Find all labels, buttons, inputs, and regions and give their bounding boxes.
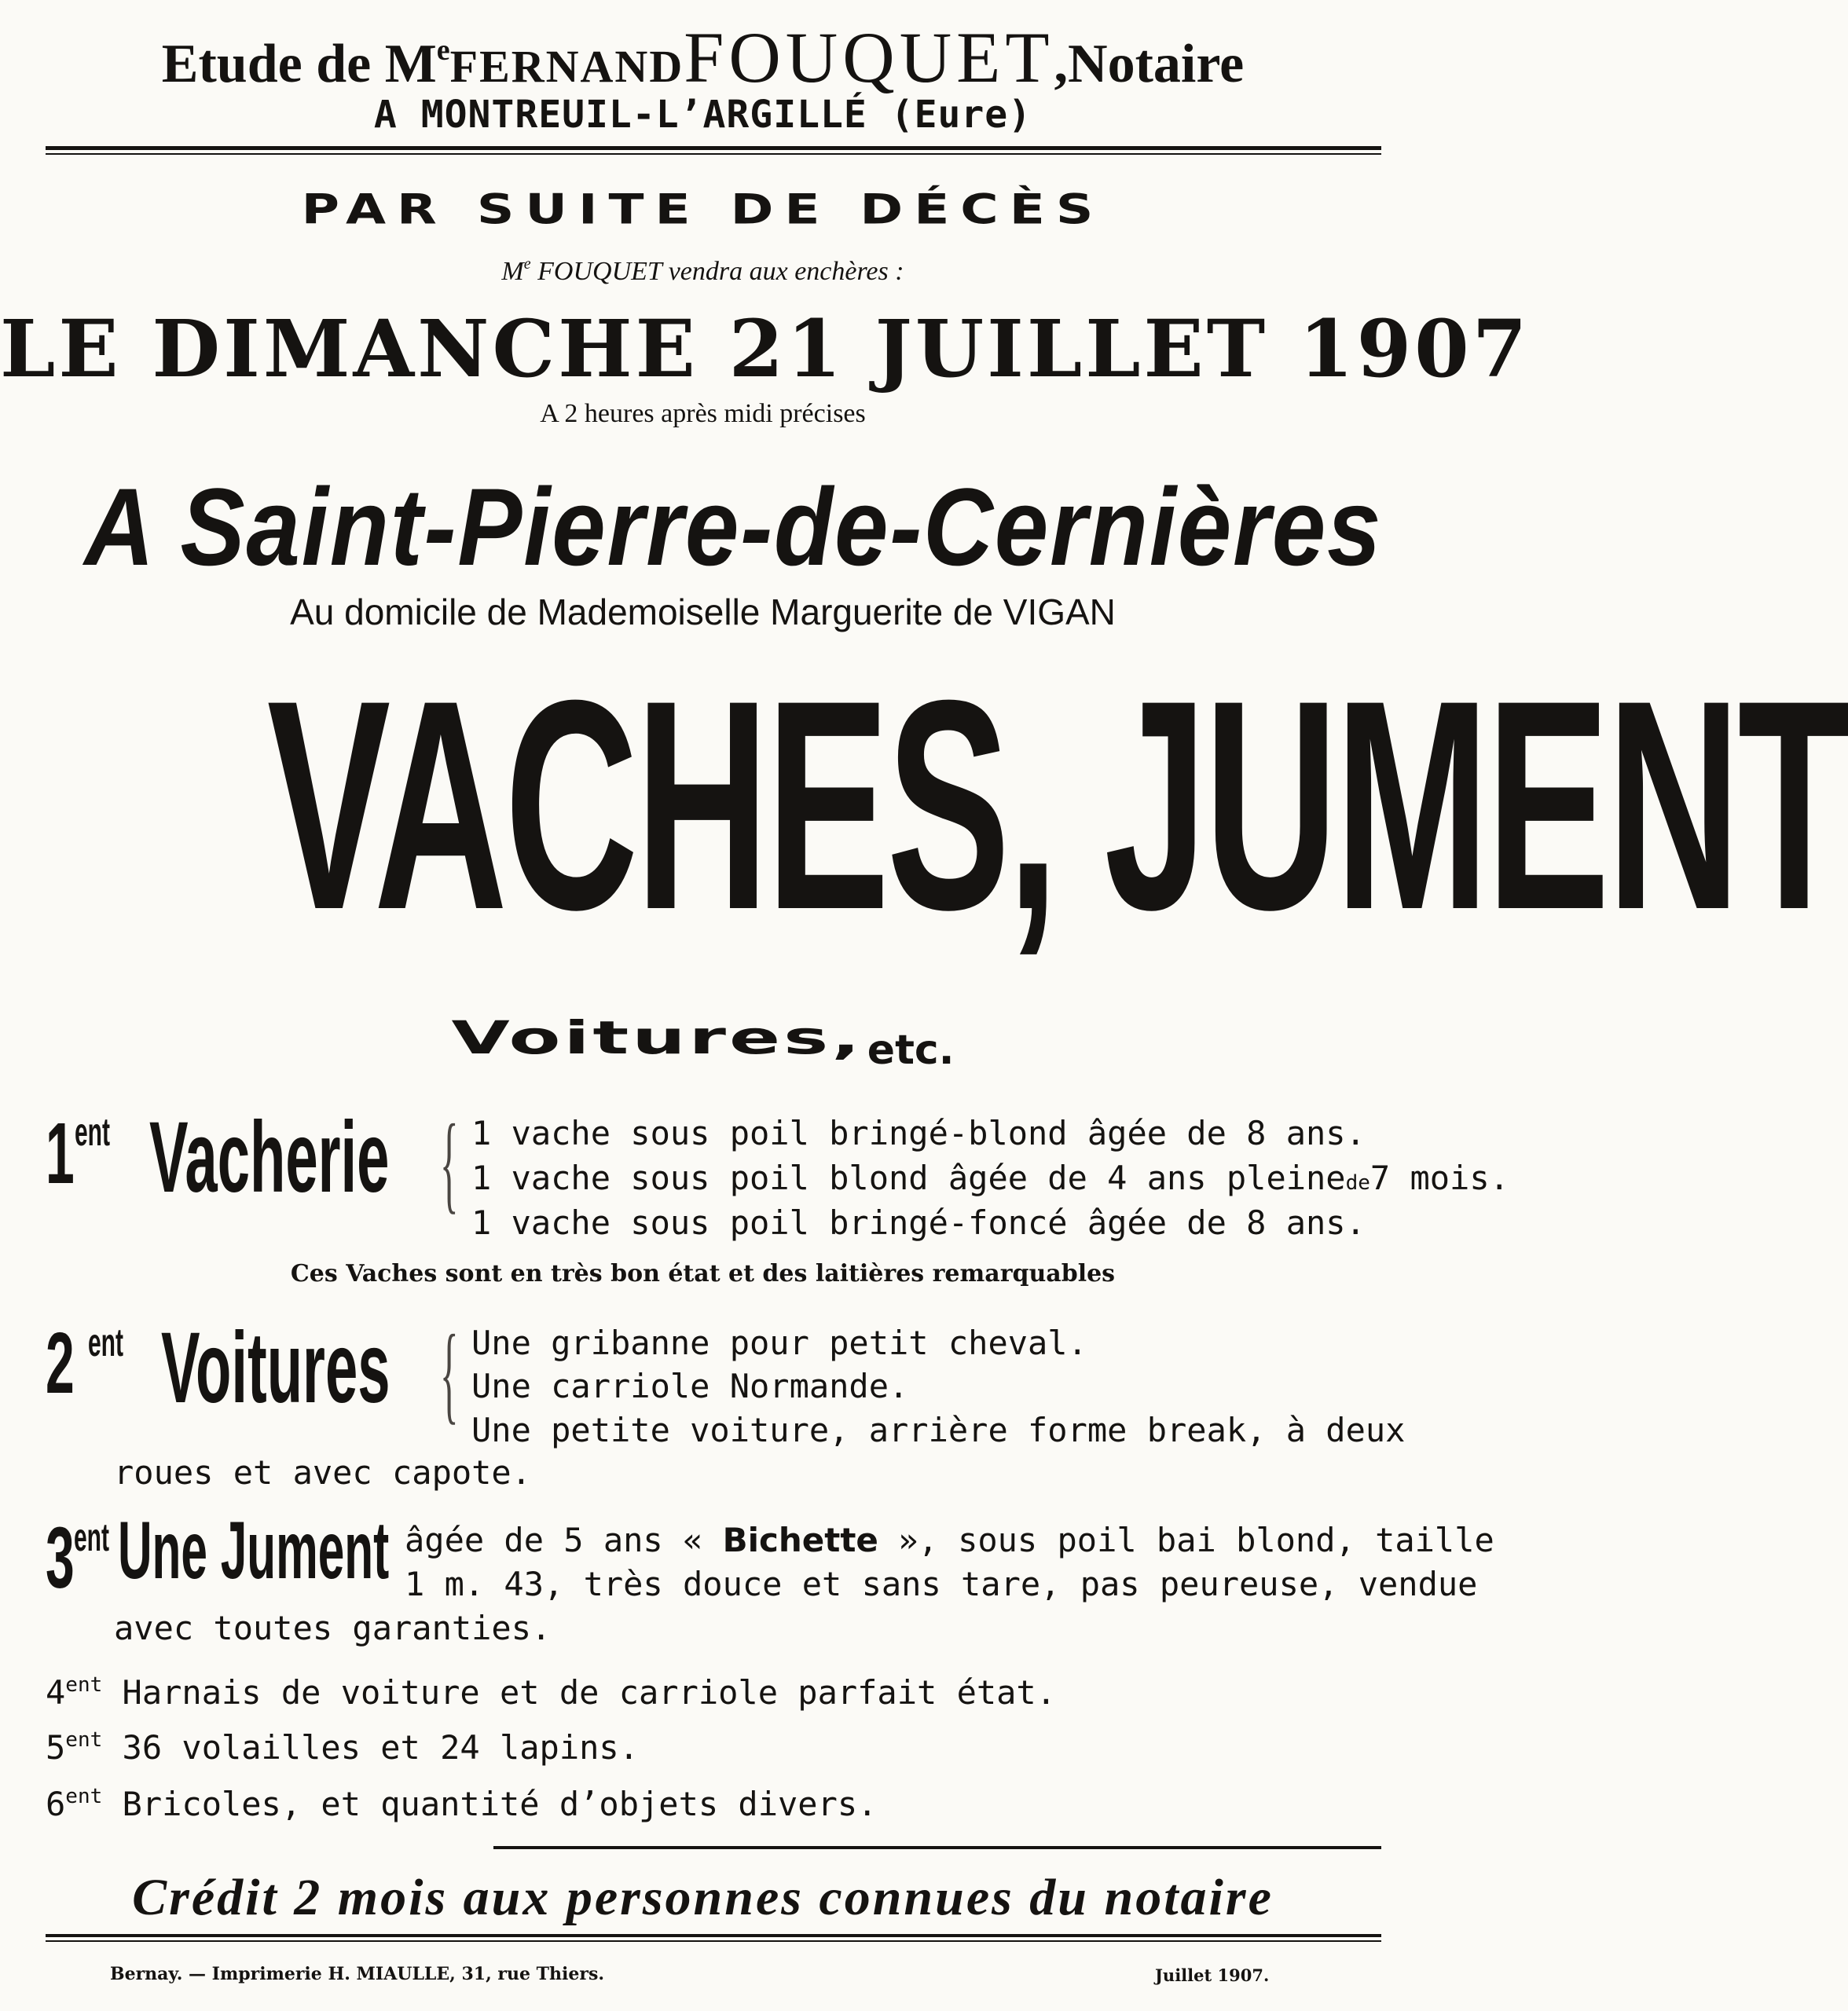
headline-main: VACHES, JUMENT	[266, 638, 1848, 972]
lot5-sup: ent	[65, 1728, 103, 1752]
printer-imprint: Bernay. — Imprimerie H. MIAULLE, 31, rue Thiers.	[110, 1964, 605, 1984]
lot1-item-1: 1 vache sous poil bringé-blond âgée de 8 ans.	[471, 1114, 1366, 1152]
vendra-m: M	[501, 257, 524, 286]
headline-sub	[0, 994, 1406, 1082]
etude-sup: e	[436, 34, 450, 67]
lot1-item-2-text: 1 vache sous poil blond âgée de 4 ans pleine	[471, 1159, 1346, 1197]
lot4-text: Harnais de voiture et de carriole parfait état.	[102, 1673, 1056, 1712]
lot2-brace: {	[440, 1313, 459, 1434]
sale-date: LE DIMANCHE 21 JUILLET 1907	[0, 302, 1531, 395]
etude-suffix: ,Notaire	[1054, 34, 1245, 94]
lot4	[46, 1673, 1056, 1712]
lot3-line-1	[405, 1521, 1494, 1559]
notary-location: A MONTREUIL-L’ARGILLÉ (Eure)	[373, 93, 1032, 137]
lot1-item-2	[471, 1159, 1509, 1197]
lot3-line-1b: », sous poil bai blond, taille	[878, 1521, 1494, 1559]
lot2-item-3: Une petite voiture, arrière forme break, à deux	[471, 1411, 1406, 1449]
lot5	[46, 1728, 639, 1767]
headline-voitures: Voitures,	[451, 1011, 864, 1064]
header-rule	[46, 146, 1381, 150]
lot6-text: Bricoles, et quantité d’objets divers.	[102, 1785, 878, 1823]
lot2-sup: ent	[88, 1321, 123, 1364]
header-rule-thin	[46, 153, 1381, 155]
print-date: Juillet 1907.	[1155, 1965, 1270, 1985]
notary-header	[0, 16, 1406, 99]
lot4-number: 4	[46, 1673, 66, 1712]
lot5-number: 5	[46, 1728, 66, 1767]
lot3-sup: ent	[74, 1515, 109, 1559]
lot2-title: Voitures	[161, 1312, 390, 1424]
lot2-number: 2	[46, 1315, 75, 1412]
lot2-item-1: Une gribanne pour petit cheval.	[471, 1324, 1087, 1362]
sale-domicile: Au domicile de Mademoiselle Marguerite de VIGAN	[290, 592, 1116, 632]
lot6-number: 6	[46, 1785, 66, 1823]
lot1-sup: ent	[75, 1110, 110, 1154]
etude-surname: FOUQUET	[684, 17, 1054, 97]
footer-rule	[46, 1934, 1381, 1937]
lot1-number: 1	[46, 1105, 75, 1202]
suite-de-deces: PAR SUITE DE DÉCÈS	[301, 185, 1105, 234]
lot2-item-2: Une carriole Normande.	[471, 1367, 909, 1405]
lot3-line-3: avec toutes garanties.	[114, 1609, 552, 1647]
vendra-rest: FOUQUET vendra aux enchères :	[530, 257, 904, 286]
lot3-title: Une Jument	[118, 1505, 390, 1596]
lot1-item-3: 1 vache sous poil bringé-foncé âgée de 8 ans.	[471, 1203, 1366, 1242]
sale-time: A 2 heures après midi précises	[540, 399, 866, 428]
headline-etc: etc.	[867, 1027, 955, 1074]
lot2-item-4: roues et avec capote.	[114, 1453, 532, 1492]
lot3-number: 3	[46, 1510, 75, 1606]
lot1-item-2-de: de	[1345, 1171, 1370, 1195]
lot3-line-2: 1 m. 43, très douce et sans tare, pas peureuse, vendue	[405, 1565, 1478, 1603]
lot5-text: 36 volailles et 24 lapins.	[102, 1728, 639, 1767]
lot1-title: Vacherie	[149, 1101, 390, 1214]
vendra-sup: e	[523, 255, 531, 273]
lot3-line-1a: âgée de 5 ans «	[405, 1521, 723, 1559]
lot3-horse-name: Bichette	[722, 1521, 878, 1559]
lot4-sup: ent	[65, 1673, 103, 1697]
lot6	[46, 1785, 877, 1823]
lot1-note: Ces Vaches sont en très bon état et des laitières remarquables	[290, 1260, 1116, 1288]
vendra-line	[0, 255, 1406, 287]
lot6-sup: ent	[65, 1785, 103, 1808]
footer-rule-thin	[46, 1940, 1381, 1942]
credit-line: Crédit 2 mois aux personnes connues du notaire	[132, 1869, 1274, 1926]
lot1-item-2-months: 7 mois.	[1370, 1159, 1509, 1197]
lot1-brace: {	[440, 1102, 459, 1224]
sale-place: A Saint-Pierre-de-Cernières	[84, 465, 1383, 588]
etude-first-name: FERNAND	[449, 41, 684, 92]
credit-rule-top	[493, 1846, 1381, 1849]
etude-prefix: Etude de M	[161, 34, 437, 94]
